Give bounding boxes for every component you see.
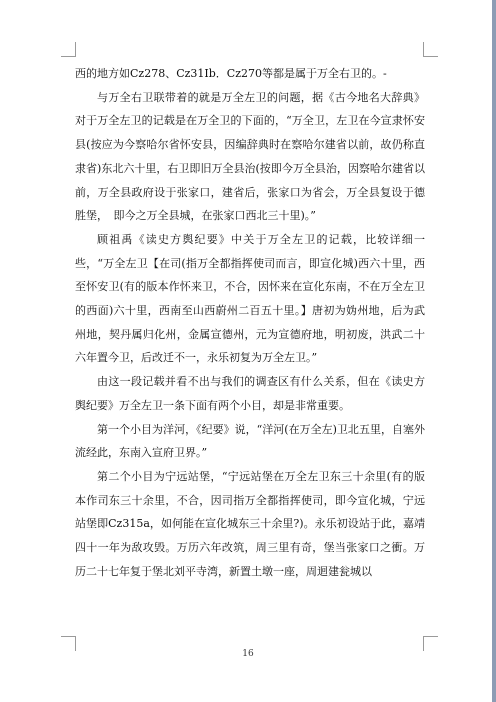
paragraph-gu-zuyu-record: 顾祖禹《读史方舆纪要》中关于万全左卫的记载，比较详细一些，“万全左卫【在司(指万全都指挥使司而言，即宣化城)西六十里，西至怀安卫(有的版本作怀来卫，不合，因怀来在宣化东南，不在万全左卫的西面)六十里，西南至山西蔚州二百五十里。】唐初为妫州地，后为武州地，契丹属归化州，金属宣德州，元为宣德府地，明初废，洪武二十六年置今卫，后改迁不一，永乐初复为万全左卫。” bbox=[75, 232, 425, 365]
window-edge bbox=[492, 0, 496, 702]
margin-corner-top-right bbox=[423, 42, 438, 57]
paragraph-two-subitems: 由这一段记载并看不出与我们的调查区有什么关系，但在《读史方舆纪要》万全左卫一条下面有两个小目，却是非常重要。 bbox=[75, 375, 425, 412]
margin-corner-bottom-left bbox=[61, 636, 76, 651]
body-text[interactable] bbox=[75, 62, 425, 583]
paragraph-continuation: 西的地方如Cz278、Cz31Ib．Cz270等都是属于万全右卫的。- bbox=[75, 67, 387, 80]
margin-corner-bottom-right bbox=[423, 636, 438, 651]
paragraph-left-guard: 与万全右卫联带着的就是万全左卫的问题，据《古今地名大辞典》对于万全左卫的记载是在万全卫的下面的，“万全卫，左卫在今宣隶怀安县(按应为今察哈尔省怀安县，因编辞典时在察哈尔建省以前，故仍称直隶省)东北六十里，右卫即旧万全县治(按即今万全县治，因察哈尔建省以前，万全县政府设于张家口，建省后，张家口为省会，万全县复设于德胜堡， 即今之万全县城，在张家口西北三十里)。” bbox=[75, 90, 425, 223]
paragraph-ningyuan-station: 第二个小目为宁远站堡，“宁远站堡在万全左卫东三十余里(有的版本作司东三十余里，不合，因司指万全都指挥使司，即今宣化城，宁远站堡即Cz315a，如何能在宣化城东三十余里?)。永乐初设站于此，嘉靖四十一年为敌攻毁。万历六年改筑，周三里有奇，堡当张家口之衝。万历二十七年复于堡北刘平寺湾，新置土墩一座，周迴建瓮城以 bbox=[75, 469, 425, 578]
paragraph-yang-river: 第一个小目为洋河，《纪要》说，“洋河(在万全左)卫北五里，自塞外流经此，东南入宣府卫界。” bbox=[75, 422, 425, 460]
margin-corner-top-left bbox=[61, 42, 76, 57]
page-number: 16 bbox=[242, 649, 254, 659]
